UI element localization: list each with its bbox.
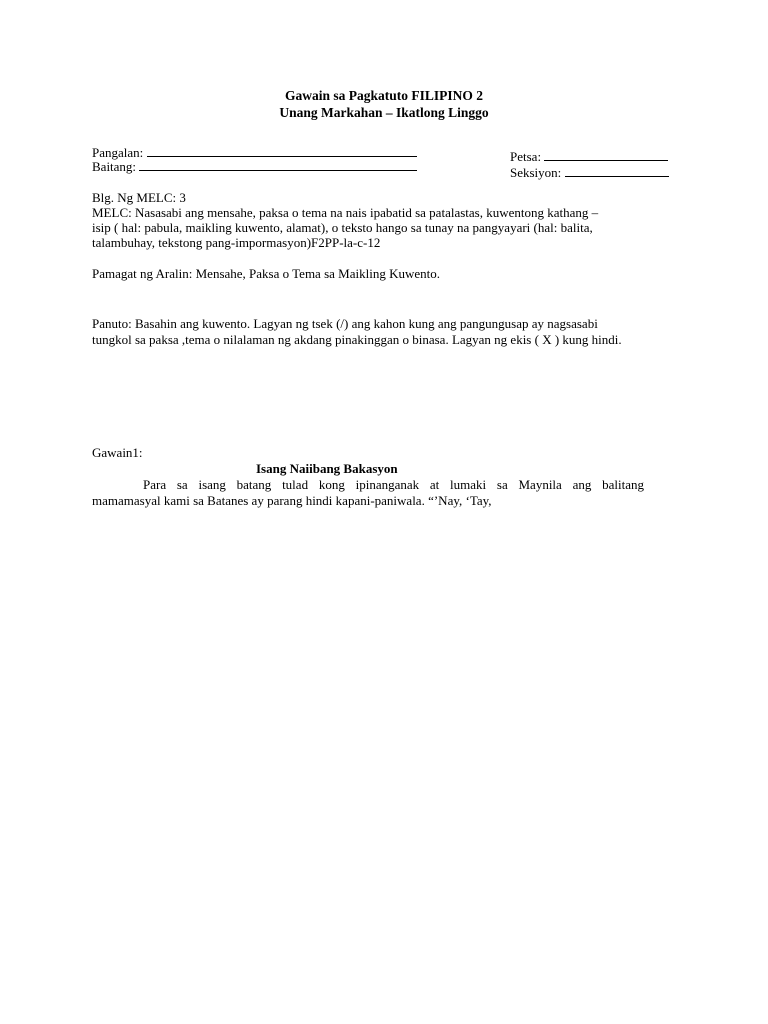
worksheet-subtitle: Unang Markahan – Ikatlong Linggo (279, 105, 489, 120)
seksiyon-label: Seksiyon: (510, 165, 562, 180)
baitang-label: Baitang: (92, 159, 137, 174)
story-title: Isang Naiibang Bakasyon (256, 461, 398, 476)
petsa-label: Petsa: (510, 149, 542, 164)
baitang-field (92, 158, 417, 175)
petsa-field (510, 148, 668, 165)
aralin-title: Pamagat ng Aralin: Mensahe, Paksa o Tema sa Maikling Kuwento. (92, 266, 440, 281)
worksheet-title: Gawain sa Pagkatuto FILIPINO 2 (284, 88, 484, 103)
story-line-1: Para sa isang batang tulad kong ipinanganak at lumaki sa Maynila ang balitang (143, 477, 644, 492)
panuto-line-1: Panuto: Basahin ang kuwento. Lagyan ng tsek (/) ang kahon kung ang pangungusap ay nagsasabi (92, 316, 598, 331)
pangalan-label: Pangalan: (92, 145, 144, 160)
melc-line-1: MELC: Nasasabi ang mensahe, paksa o tema na nais ipabatid sa patalastas, kuwentong kathang – (92, 205, 599, 220)
melc-number: Blg. Ng MELC: 3 (92, 190, 186, 205)
gawain-label: Gawain1: (92, 445, 143, 460)
story-line-2: mamamasyal kami sa Batanes ay parang hindi kapani-paniwala. “’Nay, ‘Tay, (92, 493, 492, 508)
seksiyon-field (510, 164, 669, 181)
panuto-line-2: tungkol sa paksa ,tema o nilalaman ng akdang pinakinggan o binasa. Lagyan ng ekis ( X ) kung hindi. (92, 332, 622, 347)
pangalan-blank-line (147, 144, 417, 157)
melc-line-3: talambuhay, tekstong pang-impormasyon)F2PP-la-c-12 (92, 235, 381, 250)
baitang-blank-line (139, 158, 417, 171)
petsa-blank-line (544, 148, 668, 161)
seksiyon-blank-line (565, 164, 669, 177)
melc-line-2: isip ( hal: pabula, maikling kuwento, alamat), o teksto hango sa tunay na pangyayari (hal: balita, (92, 220, 593, 235)
